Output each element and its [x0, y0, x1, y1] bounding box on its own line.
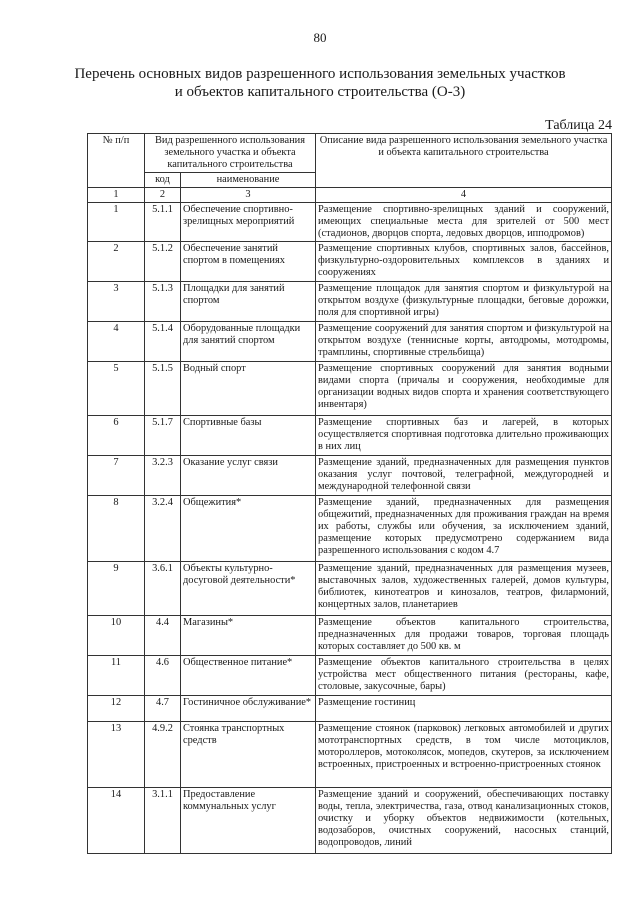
- title-line-1: Перечень основных видов разрешенного использования земельных участков: [74, 66, 566, 82]
- row-description: Размещение площадок для занятия спортом и физкультурой на открытом воздухе (физкультурные площадки, беговые дорожки, поля для спортивной игры): [316, 282, 612, 322]
- table-row: [88, 562, 612, 616]
- row-description: Размещение объектов капитального строительства, предназначенных для продажи товаров, торговая площадь которых составляет до 500 кв. м: [316, 616, 612, 656]
- row-description: Размещение спортивных сооружений для занятия водными видами спорта (причалы и сооружения, необходимые для организации водных видов спорта и хранения соответствующего инвентаря): [316, 362, 612, 416]
- row-code: 3.2.3: [145, 456, 181, 496]
- row-name: Объекты культурно-досуговой деятельности*: [181, 562, 316, 616]
- row-name: Площадки для занятий спортом: [181, 282, 316, 322]
- row-name: Гостиничное обслуживание*: [181, 696, 316, 722]
- row-description: Размещение стоянок (парковок) легковых автомобилей и других мототранспортных средств, в том числе мотоциклов, мотороллеров, мотоколясок, мопедов, скутеров, за исключением встроенных, пристроенных и встроенно-пристроенных стоянок: [316, 722, 612, 788]
- row-code: 3.6.1: [145, 562, 181, 616]
- header-name: наименование: [181, 173, 316, 188]
- row-code: 5.1.3: [145, 282, 181, 322]
- row-description: Размещение зданий, предназначенных для размещения пунктов оказания услуг почтовой, телеграфной, междугородней и международной телефонной связи: [316, 456, 612, 496]
- column-number: 4: [316, 188, 612, 203]
- table-caption: Таблица 24: [545, 118, 612, 133]
- row-description: Размещение спортивных клубов, спортивных залов, бассейнов, физкультурно-оздоровительных комплексов в зданиях и сооружениях: [316, 242, 612, 282]
- row-code: 4.9.2: [145, 722, 181, 788]
- row-description: Размещение объектов капитального строительства в целях устройства мест общественного питания (рестораны, кафе, столовые, закусочные, бары): [316, 656, 612, 696]
- row-code: 5.1.4: [145, 322, 181, 362]
- row-number: 4: [88, 322, 145, 362]
- row-number: 9: [88, 562, 145, 616]
- row-code: 5.1.2: [145, 242, 181, 282]
- row-code: 5.1.7: [145, 416, 181, 456]
- row-description: Размещение зданий, предназначенных для размещения общежитий, предназначенных для проживания граждан на время их работы, службы или обучения, за исключением зданий, размещение которых предусмотрено содержанием вида разрешенного использования с кодом 4.7: [316, 496, 612, 562]
- row-code: 5.1.5: [145, 362, 181, 416]
- row-description: Размещение спортивно-зрелищных зданий и сооружений, имеющих специальные места для зрителей от 500 мест (стадионов, дворцов спорта, ледовых дворцов, ипподромов): [316, 203, 612, 242]
- header-description: Описание вида разрешенного использования земельного участка и объекта капитального строительства: [316, 134, 612, 188]
- table-row: [88, 203, 612, 242]
- row-code: 4.4: [145, 616, 181, 656]
- row-number: 13: [88, 722, 145, 788]
- row-number: 10: [88, 616, 145, 656]
- header-kind: Вид разрешенного использования земельного участка и объекта капитального строительства: [145, 134, 316, 173]
- row-name: Стоянка транспортных средств: [181, 722, 316, 788]
- column-number: 1: [88, 188, 145, 203]
- header-num: № п/п: [88, 134, 145, 188]
- row-name: Общежития*: [181, 496, 316, 562]
- table-row: [88, 616, 612, 656]
- table-row: [88, 322, 612, 362]
- row-code: 4.6: [145, 656, 181, 696]
- row-number: 5: [88, 362, 145, 416]
- row-description: Размещение зданий, предназначенных для размещения музеев, выставочных залов, художественных галерей, домов культуры, библиотек, кинотеатров и кинозалов, театров, филармоний, концертных залов, планетариев: [316, 562, 612, 616]
- table-row: [88, 696, 612, 722]
- header-code: код: [145, 173, 181, 188]
- row-number: 6: [88, 416, 145, 456]
- column-number: 2: [145, 188, 181, 203]
- row-number: 11: [88, 656, 145, 696]
- row-name: Магазины*: [181, 616, 316, 656]
- page-number: 80: [313, 30, 327, 45]
- column-number: 3: [181, 188, 316, 203]
- row-name: Оказание услуг связи: [181, 456, 316, 496]
- table-row: [88, 456, 612, 496]
- row-number: 8: [88, 496, 145, 562]
- row-code: 3.1.1: [145, 788, 181, 854]
- row-name: Обеспечение занятий спортом в помещениях: [181, 242, 316, 282]
- row-name: Обеспечение спортивно-зрелищных мероприятий: [181, 203, 316, 242]
- table-row: [88, 656, 612, 696]
- row-number: 2: [88, 242, 145, 282]
- table-row: [88, 282, 612, 322]
- row-description: Размещение гостиниц: [316, 696, 612, 722]
- row-name: Оборудованные площадки для занятий спортом: [181, 322, 316, 362]
- row-number: 3: [88, 282, 145, 322]
- row-code: 5.1.1: [145, 203, 181, 242]
- row-number: 1: [88, 203, 145, 242]
- land-use-table: [87, 133, 612, 854]
- row-description: Размещение сооружений для занятия спортом и физкультурой на открытом воздухе (теннисные корты, автодромы, мотодромы, трамплины, спортивные стрельбища): [316, 322, 612, 362]
- row-code: 3.2.4: [145, 496, 181, 562]
- table-row: [88, 416, 612, 456]
- row-description: Размещение зданий и сооружений, обеспечивающих поставку воды, тепла, электричества, газа, отвод канализационных стоков, очистку и уборку объектов недвижимости (котельных, водозаборов, очистных сооружений, насосных станций, водопроводов, линий: [316, 788, 612, 854]
- row-name: Водный спорт: [181, 362, 316, 416]
- row-number: 12: [88, 696, 145, 722]
- document-title: [60, 65, 580, 101]
- row-name: Спортивные базы: [181, 416, 316, 456]
- row-description: Размещение спортивных баз и лагерей, в которых осуществляется спортивная подготовка длительно проживающих в них лиц: [316, 416, 612, 456]
- row-number: 7: [88, 456, 145, 496]
- row-code: 4.7: [145, 696, 181, 722]
- table-row: [88, 496, 612, 562]
- table-row: [88, 362, 612, 416]
- title-line-2: и объектов капитального строительства (О-3): [174, 84, 466, 100]
- row-name: Общественное питание*: [181, 656, 316, 696]
- table-row: [88, 722, 612, 788]
- row-name: Предоставление коммунальных услуг: [181, 788, 316, 854]
- table-row: [88, 242, 612, 282]
- table-row: [88, 788, 612, 854]
- row-number: 14: [88, 788, 145, 854]
